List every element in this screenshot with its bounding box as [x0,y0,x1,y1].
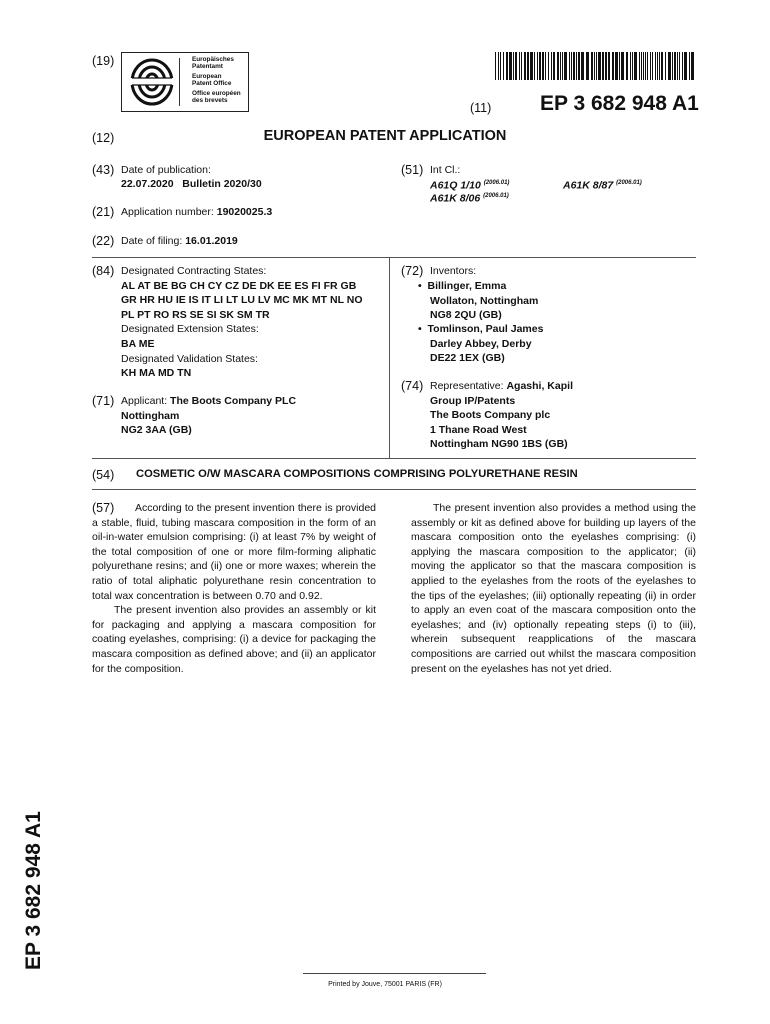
int-cl-entry [563,176,642,193]
section-divider [92,257,696,258]
barcode-bar [560,52,561,80]
barcode [495,52,695,80]
pub-date-value: 22.07.2020 Bulletin 2020/30 [121,178,262,190]
office-line: Patent Office [192,79,232,87]
barcode-bar [643,52,644,80]
inid-51: (51) [401,163,424,177]
inid-21: (21) [92,205,115,219]
barcode-bar [657,52,658,80]
barcode-bar [542,52,544,80]
int-cl-class: A61K 8/87 [563,179,614,192]
barcode-bar [548,52,549,80]
column-divider [389,257,390,458]
barcode-bar [571,52,572,80]
inventor-address: Wollaton, Nottingham [430,294,539,307]
barcode-bar [615,52,618,80]
inid-54: (54) [92,468,115,482]
states-line: GR HR HU IE IS IT LI LT LU LV MC MK MT NL NO [121,294,363,307]
states-line: PL PT RO RS SE SI SK SM TR [121,308,270,321]
barcode-bar [495,52,496,80]
barcode-bar [513,52,514,80]
barcode-bar [639,52,640,80]
barcode-bar [506,52,508,80]
barcode-bar [661,52,663,80]
barcode-bar [679,52,680,80]
representative [430,379,573,452]
applicant [121,394,296,438]
representative-address: Nottingham NG90 1BS (GB) [430,438,568,451]
barcode-bar [569,52,570,80]
states-line: AL AT BE BG CH CY CZ DE DK EE ES FI FR GB [121,279,357,292]
representative-label: Representative: [430,380,504,392]
filing-date-label: Date of filing: [121,235,183,247]
barcode-bar [632,52,633,80]
inventor-entry [418,279,538,323]
extension-states-label: Designated Extension States: [121,323,259,336]
int-cl-label: Int Cl.: [430,164,461,176]
barcode-bar [659,52,660,80]
barcode-bar [503,52,504,80]
abstract-paragraph: The present invention also provides a method using the assembly or kit as defined above for building up layers of the mascara composition onto the eyelashes comprising: (i) applying the mascara composition to the applicator; (ii) moving the applicator so that the mascara composition is applied to the eyelashes from the roots of the eyelashes to the tips of the eyelashes; (iii) optionally repeating (ii) in order to apply an even coat of the mascara composition onto the eyelashes; and (iv) optionally repeating steps (i) to (iii), wherein subsequent reapplications of the mascara compositions are carried out whilst the mascara composition present on the eyelashes has not yet dried. [411,502,696,675]
barcode-bar [557,52,559,80]
barcode-bar [674,52,676,80]
inid-19: (19) [92,54,115,68]
barcode-bar [545,52,546,80]
barcode-bar [594,52,595,80]
barcode-bar [539,52,541,80]
barcode-bar [596,52,597,80]
abstract-paragraph: According to the present invention there is provided a stable, fluid, tubing mascara composition in the form of an oil-in-water emulsion comprising: (i) at least 7% by weight of the total composition of one or more film-forming aliphatic polyurethane resins; and (ii) one or more waxes; wherein the ratio of total aliphatic polyurethane resin concentration to total wax concentration is between 0.70 and 0.92. [92,502,376,602]
application-number [121,205,272,220]
barcode-bar [521,52,522,80]
int-cl-version: (2006.01) [616,180,642,186]
barcode-bar [551,52,552,80]
barcode-bar [581,52,584,80]
barcode-bar [650,52,651,80]
bullet-icon: • [418,323,422,335]
representative-address: 1 Thane Road West [430,423,527,436]
application-number-value: 19020025.3 [216,206,273,218]
representative-name: Agashi, Kapil [506,380,573,392]
office-names [192,57,241,105]
int-cl-version: (2006.01) [483,180,510,186]
applicant-address: Nottingham [121,409,180,422]
barcode-bar [668,52,671,80]
logo-divider [179,58,180,106]
int-cl-class: A61K 8/06 [430,192,481,205]
bullet-icon: • [418,280,422,292]
inid-74: (74) [401,379,424,393]
publication-number: EP 3 682 948 A1 [540,92,699,115]
barcode-bar [515,52,517,80]
inventor-entry [418,322,543,366]
invention-title: COSMETIC O/W MASCARA COMPOSITIONS COMPRISING POLYURETHANE RESIN [136,468,578,480]
barcode-bar [519,52,520,80]
barcode-bar [641,52,642,80]
applicant-address: NG2 3AA (GB) [121,424,192,437]
inid-72: (72) [401,264,424,278]
inid-71: (71) [92,394,115,408]
section-divider [92,489,696,490]
barcode-bar [682,52,683,80]
representative-address: The Boots Company plc [430,409,551,422]
barcode-bar [672,52,673,80]
validation-states-label: Designated Validation States: [121,352,258,365]
barcode-bar [530,52,533,80]
barcode-bar [665,52,666,80]
section-divider [92,458,696,459]
inventor-address: DE22 1EX (GB) [430,352,505,365]
office-line: Office européen [192,90,241,98]
applicant-name: The Boots Company PLC [170,395,297,407]
barcode-bar [645,52,646,80]
office-line: des brevets [192,96,228,104]
inventors [430,264,476,279]
barcode-bar [564,52,567,80]
barcode-bar [602,52,604,80]
barcode-bar [634,52,637,80]
inid-84: (84) [92,264,115,278]
barcode-bar [500,52,501,80]
barcode-bar [612,52,614,80]
designated-states-label: Designated Contracting States: [121,265,267,277]
filing-date-value: 16.01.2019 [185,235,238,247]
int-cl-class: A61Q 1/10 [430,179,481,192]
barcode-bar [684,52,687,80]
inid-22: (22) [92,234,115,248]
abstract-right-column [411,501,696,676]
abstract-left-column [92,501,376,676]
side-publication-number: EP 3 682 948 A1 [22,811,45,970]
inid-12: (12) [92,131,115,145]
application-number-label: Application number: [121,206,214,218]
inventor-name: Billinger, Emma [427,280,507,292]
designated-states [121,264,363,381]
barcode-bar [534,52,535,80]
inventor-name: Tomlinson, Paul James [427,323,544,335]
barcode-bar [608,52,610,80]
barcode-bar [677,52,678,80]
barcode-bar [598,52,601,80]
office-line: Europäisches [192,56,234,63]
epo-emblem-icon [128,56,176,108]
applicant-label: Applicant: [121,395,168,407]
barcode-bar [621,52,624,80]
inventor-address: NG8 2QU (GB) [430,309,502,322]
barcode-bar [630,52,631,80]
document-type: EUROPEAN PATENT APPLICATION [263,128,507,144]
barcode-bar [591,52,593,80]
filing-date [121,234,238,249]
barcode-bar [576,52,577,80]
office-line: European [192,73,222,81]
validation-states-value: KH MA MD TN [121,367,192,380]
inventors-label: Inventors: [430,265,477,277]
barcode-bar [537,52,538,80]
inventor-address: Darley Abbey, Derby [430,337,532,350]
barcode-bar [619,52,620,80]
barcode-bar [578,52,580,80]
footer-rule [303,973,486,974]
barcode-bar [509,52,512,80]
inid-11: (11) [470,101,492,115]
barcode-bar [689,52,690,80]
printer-footer: Printed by Jouve, 75001 PARIS (FR) [328,981,442,988]
barcode-bar [562,52,563,80]
abstract-paragraph: The present invention also provides an assembly or kit for packaging and applying a mascara composition for coating eyelashes, comprising: (i) a device for packaging the mascara composition as defined above; and (ii) an applicator for the composition. [92,604,376,675]
barcode-bar [573,52,575,80]
int-cl-version: (2006.01) [483,193,509,199]
representative-address: Group IP/Patents [430,394,516,407]
barcode-bar [586,52,589,80]
office-line: Patentamt [192,62,223,70]
barcode-bar [524,52,526,80]
barcode-bar [647,52,648,80]
barcode-bar [691,52,694,80]
epo-logo [121,52,249,112]
barcode-bar [553,52,555,80]
int-cl-entry [430,189,509,206]
barcode-bar [527,52,529,80]
inid-57: (57) [92,501,115,515]
barcode-bar [605,52,607,80]
barcode-bar [626,52,628,80]
pub-date-label: Date of publication: [121,164,211,176]
barcode-bar [498,52,499,80]
barcode-bar [655,52,656,80]
inid-43: (43) [92,163,115,177]
barcode-bar [652,52,653,80]
extension-states-value: BA ME [121,337,155,350]
